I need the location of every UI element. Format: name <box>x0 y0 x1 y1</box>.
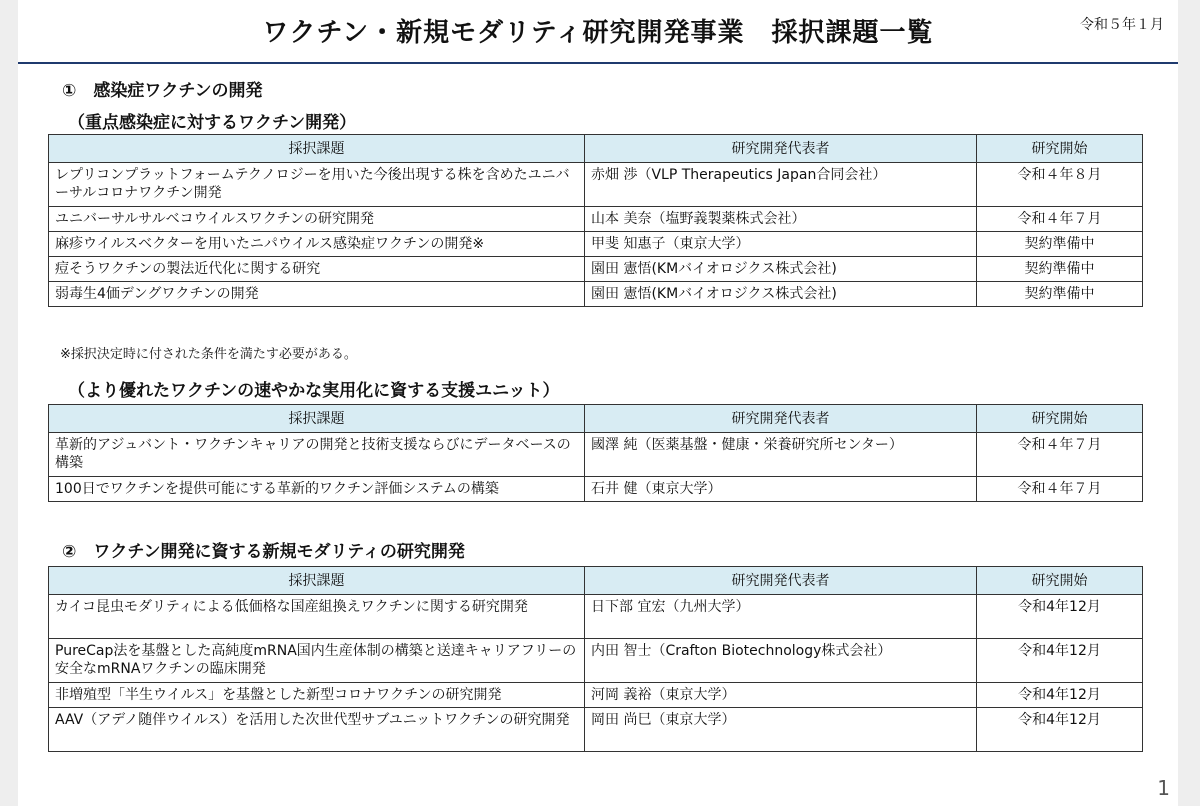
column-header-lead: 研究開発代表者 <box>585 405 977 433</box>
cell-start: 令和4年12月 <box>977 595 1143 639</box>
section1-sub2-heading: （より優れたワクチンの速やかな実用化に資する支援ユニット） <box>68 381 560 401</box>
cell-lead: 山本 美奈（塩野義製薬株式会社） <box>585 207 977 232</box>
page-header <box>18 0 1178 64</box>
document-page <box>18 0 1178 806</box>
column-header-topic: 採択課題 <box>49 405 585 433</box>
cell-lead: 河岡 義裕（東京大学） <box>585 683 977 708</box>
cell-start: 令和4年12月 <box>977 639 1143 683</box>
cell-start: 契約準備中 <box>977 232 1143 257</box>
column-header-lead: 研究開発代表者 <box>585 135 977 163</box>
cell-lead: 園田 憲悟(KMバイオロジクス株式会社) <box>585 282 977 307</box>
cell-topic: 非増殖型「半生ウイルス」を基盤とした新型コロナワクチンの研究開発 <box>49 683 585 708</box>
table-row <box>49 708 1143 752</box>
cell-lead: 園田 憲悟(KMバイオロジクス株式会社) <box>585 257 977 282</box>
cell-topic: 痘そうワクチンの製法近代化に関する研究 <box>49 257 585 282</box>
cell-start: 令和４年７月 <box>977 433 1143 477</box>
table-row <box>49 683 1143 708</box>
table-header-row <box>49 135 1143 163</box>
condition-note: ※採択決定時に付された条件を満たす必要がある。 <box>60 347 357 362</box>
section1-sub1-heading: （重点感染症に対するワクチン開発） <box>68 113 357 133</box>
cell-start: 令和4年12月 <box>977 683 1143 708</box>
cell-lead: 甲斐 知惠子（東京大学） <box>585 232 977 257</box>
cell-topic: 革新的アジュバント・ワクチンキャリアの開発と技術支援ならびにデータベースの構築 <box>49 433 585 477</box>
table-row <box>49 207 1143 232</box>
section1-heading: ① 感染症ワクチンの開発 <box>62 81 263 101</box>
column-header-topic: 採択課題 <box>49 567 585 595</box>
page-title: ワクチン・新規モダリティ研究開発事業 採択課題一覧 <box>262 18 934 48</box>
table-row <box>49 477 1143 502</box>
cell-topic: AAV（アデノ随伴ウイルス）を活用した次世代型サブユニットワクチンの研究開発 <box>49 708 585 752</box>
cell-topic: カイコ昆虫モダリティによる低価格な国産組換えワクチンに関する研究開発 <box>49 595 585 639</box>
cell-topic: ユニバーサルサルベコウイルスワクチンの研究開発 <box>49 207 585 232</box>
cell-start: 令和４年８月 <box>977 163 1143 207</box>
cell-start: 令和４年７月 <box>977 477 1143 502</box>
cell-topic: PureCap法を基盤とした高純度mRNA国内生産体制の構築と送達キャリアフリーの安全なmRNAワクチンの臨床開発 <box>49 639 585 683</box>
column-header-start: 研究開始 <box>977 567 1143 595</box>
column-header-start: 研究開始 <box>977 405 1143 433</box>
cell-start: 令和4年12月 <box>977 708 1143 752</box>
cell-lead: 國澤 純（医薬基盤・健康・栄養研究所センター） <box>585 433 977 477</box>
cell-lead: 赤畑 渉（VLP Therapeutics Japan合同会社） <box>585 163 977 207</box>
table-support-unit <box>48 404 1143 502</box>
table-row <box>49 163 1143 207</box>
table-priority-vaccines <box>48 134 1143 307</box>
column-header-topic: 採択課題 <box>49 135 585 163</box>
table-row <box>49 257 1143 282</box>
cell-topic: 100日でワクチンを提供可能にする革新的ワクチン評価システムの構築 <box>49 477 585 502</box>
cell-lead: 岡田 尚巳（東京大学） <box>585 708 977 752</box>
cell-start: 契約準備中 <box>977 282 1143 307</box>
cell-lead: 石井 健（東京大学） <box>585 477 977 502</box>
table-row <box>49 639 1143 683</box>
table-header-row <box>49 567 1143 595</box>
cell-topic: 麻疹ウイルスベクターを用いたニパウイルス感染症ワクチンの開発※ <box>49 232 585 257</box>
column-header-start: 研究開始 <box>977 135 1143 163</box>
column-header-lead: 研究開発代表者 <box>585 567 977 595</box>
table-header-row <box>49 405 1143 433</box>
cell-start: 令和４年７月 <box>977 207 1143 232</box>
cell-topic: レプリコンプラットフォームテクノロジーを用いた今後出現する株を含めたユニバーサルコロナワクチン開発 <box>49 163 585 207</box>
table-row <box>49 433 1143 477</box>
cell-start: 契約準備中 <box>977 257 1143 282</box>
cell-lead: 日下部 宜宏（九州大学） <box>585 595 977 639</box>
cell-lead: 内田 智士（Crafton Biotechnology株式会社） <box>585 639 977 683</box>
table-row <box>49 282 1143 307</box>
cell-topic: 弱毒生4価デングワクチンの開発 <box>49 282 585 307</box>
table-new-modality <box>48 566 1143 752</box>
section2-heading: ② ワクチン開発に資する新規モダリティの研究開発 <box>62 542 465 562</box>
table-row <box>49 232 1143 257</box>
issue-date: 令和５年１月 <box>1080 17 1164 33</box>
table-row <box>49 595 1143 639</box>
page-number: 1 <box>1157 776 1170 800</box>
